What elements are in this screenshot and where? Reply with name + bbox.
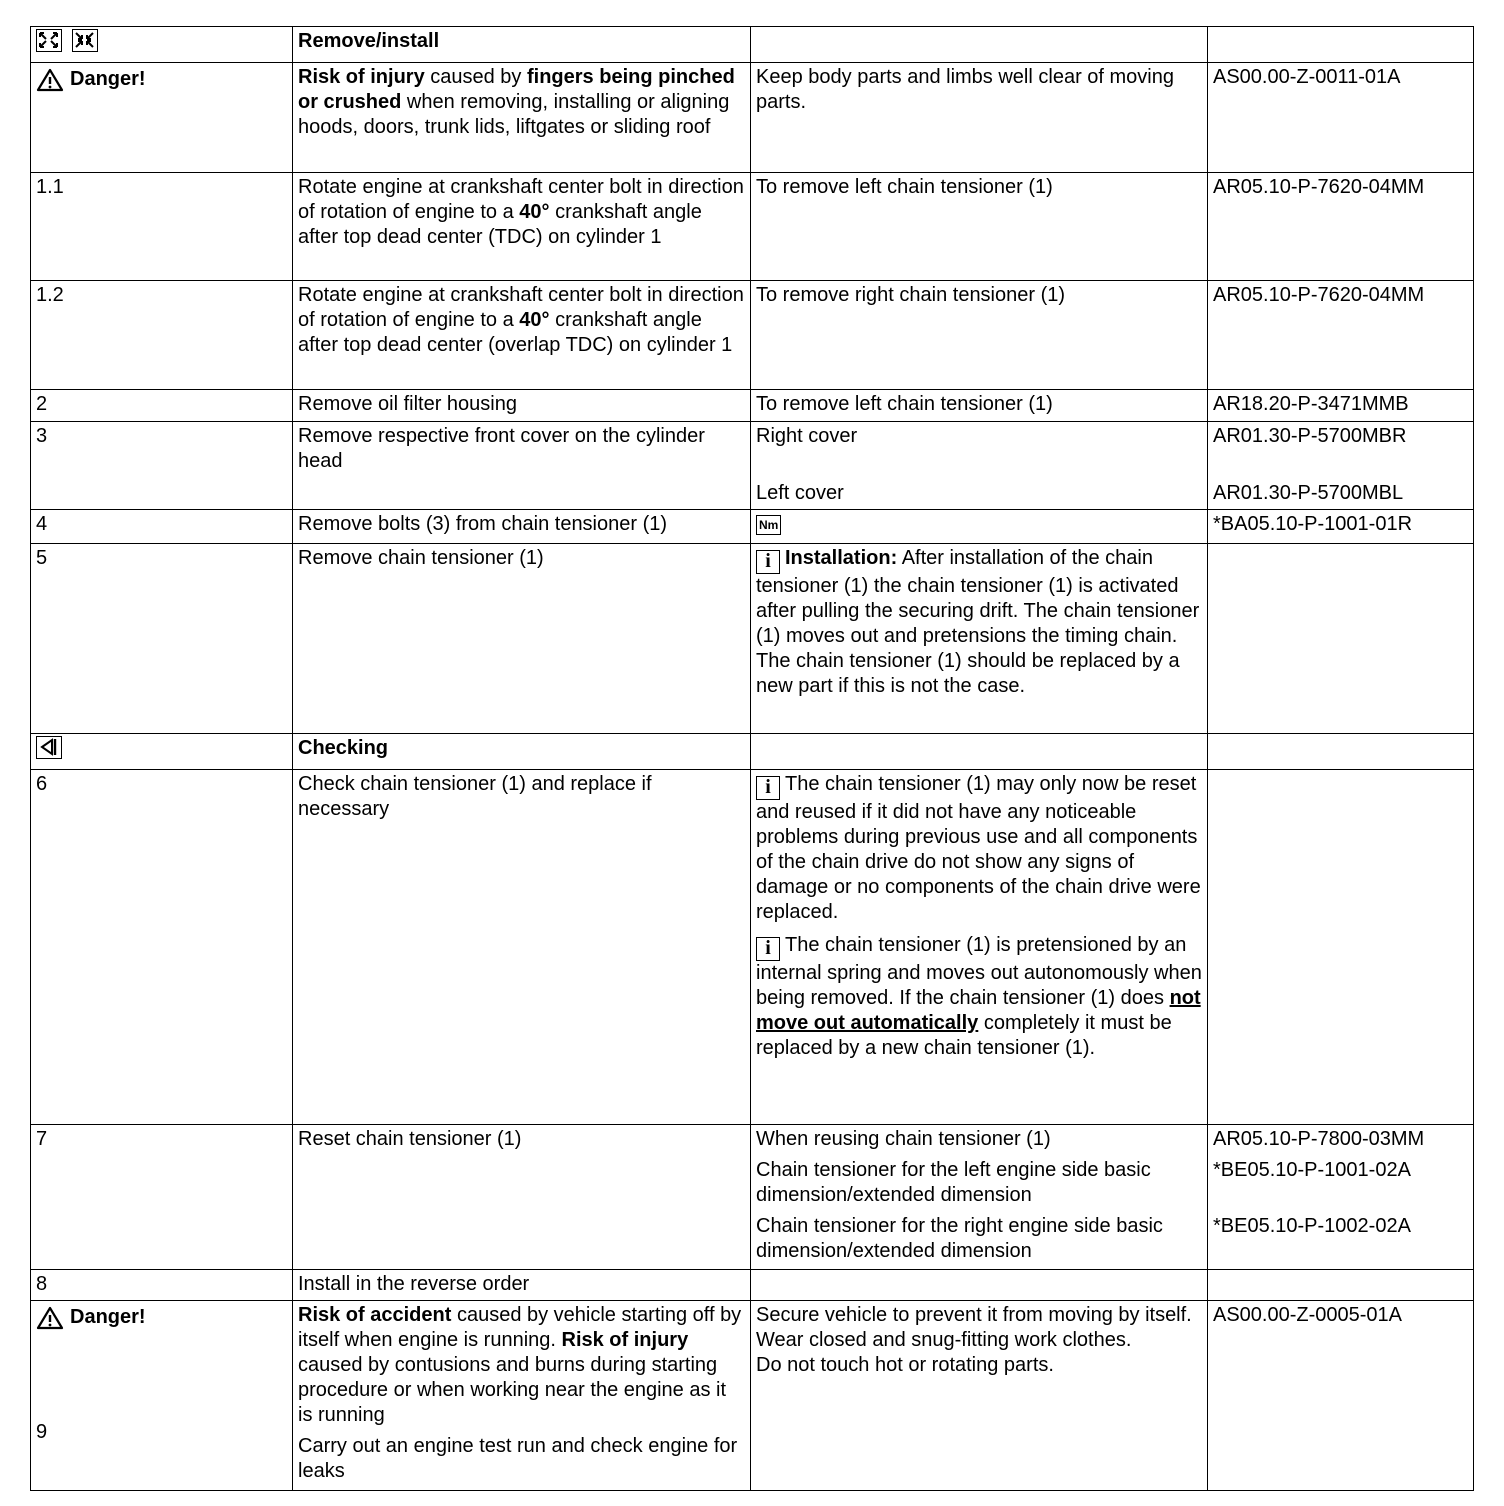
section-title: Remove/install xyxy=(293,27,751,63)
step-note: To remove right chain tensioner (1) xyxy=(751,281,1208,390)
step-number: 8 xyxy=(31,1270,293,1301)
document-reference: AR05.10-P-7620-04MM xyxy=(1208,173,1474,281)
step-row xyxy=(31,1270,1474,1301)
info-icon: i xyxy=(756,776,780,800)
step-note xyxy=(751,510,1208,544)
step-description: Check chain tensioner (1) and replace if necessary xyxy=(293,770,751,1125)
danger-label: Danger! xyxy=(36,1305,146,1330)
step-number: 7 xyxy=(31,1125,293,1270)
danger-label: Danger! xyxy=(36,67,146,92)
document-reference: *BA05.10-P-1001-01R xyxy=(1208,510,1474,544)
step-number: 1.1 xyxy=(31,173,293,281)
step-row xyxy=(31,422,1474,510)
step-note: i The chain tensioner (1) may only now be reset and reused if it did not have any noticeable problems during previous use and all components of the chain drive do not show any signs of damage or no components of the chain drive were replaced. i The chain tensioner (1) is pretensioned by an internal spring and moves out autonomously when being removed. If the chain tensioner (1) does not move out automatically completely it must be replaced by a new chain tensioner (1). xyxy=(751,770,1208,1125)
step-note: To remove left chain tensioner (1) xyxy=(751,390,1208,422)
checking-flag-icon xyxy=(36,736,62,759)
document-reference: AR01.30-P-5700MBR AR01.30-P-5700MBL xyxy=(1208,422,1474,510)
warning-triangle-icon xyxy=(36,1306,64,1330)
checking-title: Checking xyxy=(293,734,751,770)
danger-description: Risk of accident caused by vehicle starting off by itself when engine is running. Risk of injury caused by contusions and burns during starting procedure or when working near the engine as it is running Carry out an engine test run and check engine for leaks xyxy=(293,1301,751,1491)
step-row xyxy=(31,281,1474,390)
step-note: Right cover Left cover xyxy=(751,422,1208,510)
step-number: 3 xyxy=(31,422,293,510)
step-row xyxy=(31,390,1474,422)
step-description: Rotate engine at crankshaft center bolt in direction of rotation of engine to a 40° crankshaft angle after top dead center (TDC) on cylinder 1 xyxy=(293,173,751,281)
section-header-row xyxy=(31,27,1474,63)
step-description: Remove oil filter housing xyxy=(293,390,751,422)
warning-triangle-icon xyxy=(36,68,64,92)
step-number: 4 xyxy=(31,510,293,544)
step-description: Reset chain tensioner (1) xyxy=(293,1125,751,1270)
step-description: Remove bolts (3) from chain tensioner (1) xyxy=(293,510,751,544)
step-note: To remove left chain tensioner (1) xyxy=(751,173,1208,281)
danger-description: Risk of injury caused by fingers being pinched or crushed when removing, installing or aligning hoods, doors, trunk lids, liftgates or sliding roof xyxy=(293,63,751,173)
step-description: Rotate engine at crankshaft center bolt in direction of rotation of engine to a 40° crankshaft angle after top dead center (overlap TDC) on cylinder 1 xyxy=(293,281,751,390)
danger-row-injury xyxy=(31,63,1474,173)
document-reference: AS00.00-Z-0005-01A xyxy=(1208,1301,1474,1491)
step-description: Remove chain tensioner (1) xyxy=(293,544,751,734)
danger-note: Secure vehicle to prevent it from moving by itself. Wear closed and snug-fitting work clothes. Do not touch hot or rotating parts. xyxy=(751,1301,1208,1491)
step-number: 9 xyxy=(36,1420,48,1443)
step-number: 2 xyxy=(31,390,293,422)
step-number: 5 xyxy=(31,544,293,734)
document-reference: AR18.20-P-3471MMB xyxy=(1208,390,1474,422)
step-description: Carry out an engine test run and check engine for leaks xyxy=(298,1435,738,1482)
step-row xyxy=(31,770,1474,1125)
info-icon: i xyxy=(756,937,780,961)
checking-header-row xyxy=(31,734,1474,770)
document-reference: AS00.00-Z-0011-01A xyxy=(1208,63,1474,173)
step-row xyxy=(31,1125,1474,1270)
collapse-arrows-icon xyxy=(72,29,98,52)
step-row xyxy=(31,173,1474,281)
procedure-table xyxy=(30,26,1474,1491)
document-reference: AR05.10-P-7800-03MM *BE05.10-P-1001-02A *BE05.10-P-1002-02A xyxy=(1208,1125,1474,1270)
info-icon: i xyxy=(756,550,780,574)
step-description: Install in the reverse order xyxy=(293,1270,751,1301)
document-reference: AR05.10-P-7620-04MM xyxy=(1208,281,1474,390)
expand-arrows-icon xyxy=(36,29,62,52)
danger-row-accident xyxy=(31,1301,1474,1491)
step-note: i Installation: After installation of the chain tensioner (1) the chain tensioner (1) is activated after pulling the securing drift. The chain tensioner (1) moves out and pretensions the timing chain. The chain tensioner (1) should be replaced by a new part if this is not the case. xyxy=(751,544,1208,734)
step-row xyxy=(31,510,1474,544)
step-description: Remove respective front cover on the cylinder head xyxy=(293,422,751,510)
step-row xyxy=(31,544,1474,734)
step-number: 1.2 xyxy=(31,281,293,390)
header-icons-cell xyxy=(31,27,293,63)
danger-note: Keep body parts and limbs well clear of moving parts. xyxy=(751,63,1208,173)
torque-nm-icon: Nm xyxy=(756,515,781,535)
step-number: 6 xyxy=(31,770,293,1125)
step-note: When reusing chain tensioner (1) Chain tensioner for the left engine side basic dimension/extended dimension Chain tensioner for the right engine side basic dimension/extended dimension xyxy=(751,1125,1208,1270)
